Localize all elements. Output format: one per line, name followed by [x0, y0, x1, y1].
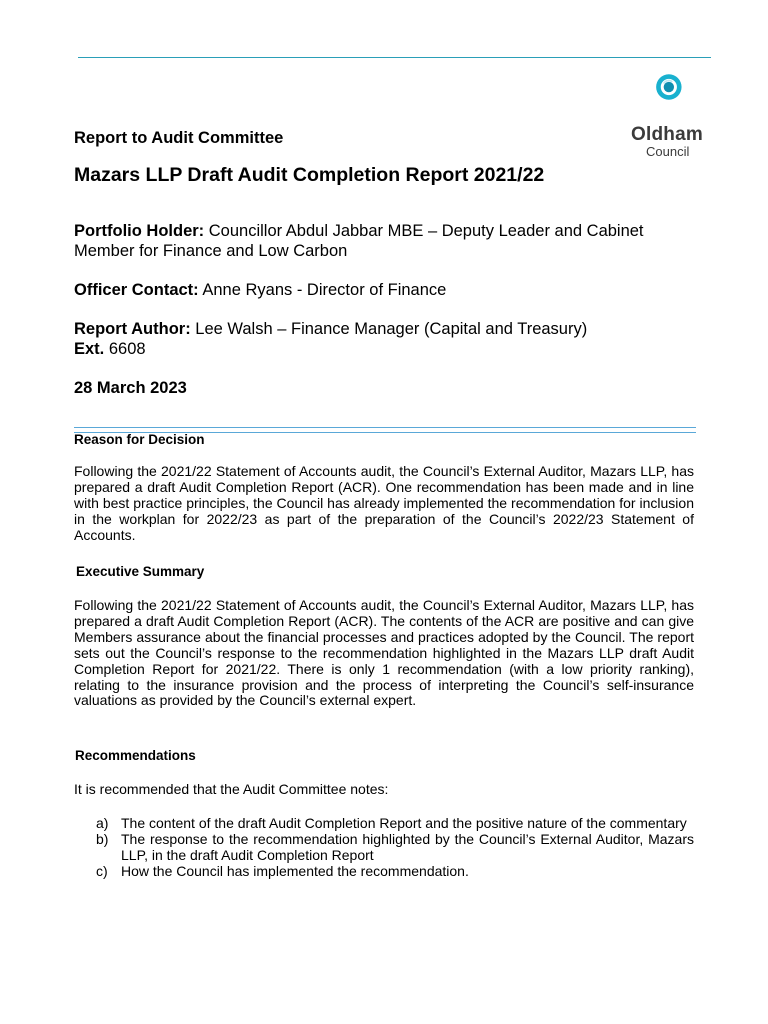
reason-text: Following the 2021/22 Statement of Accounts audit, the Council’s External Auditor, Mazars LLP, has prepared a draft Audit Completion Report (ACR). One recommendation has been made and in line with best practice principles, the Council has already implemented the recommendation for inclusion in the workplan for 2022/23 as part of the preparation of the Council’s 2022/23 Statement of Accounts. — [74, 463, 694, 543]
officer-label: Officer Contact: — [74, 281, 199, 299]
list-item-text: How the Council has implemented the recommendation. — [121, 862, 469, 879]
reason-heading: Reason for Decision — [74, 432, 205, 447]
top-rule — [78, 57, 711, 58]
recommendations-heading: Recommendations — [75, 748, 196, 763]
list-marker: a) — [96, 815, 109, 831]
oldham-council-logo-icon — [630, 72, 710, 124]
recommendations-list — [96, 816, 694, 880]
list-marker: b) — [96, 830, 109, 847]
logo-wordmark: Oldham — [631, 124, 703, 145]
report-author — [74, 319, 674, 359]
author-value: Lee Walsh – Finance Manager (Capital and Treasury) — [195, 320, 588, 338]
officer-value: Anne Ryans - Director of Finance — [202, 281, 447, 299]
summary-text: Following the 2021/22 Statement of Accounts audit, the Council’s External Auditor, Mazars LLP, has prepared a draft Audit Completion Report (ACR). The contents of the ACR are positive and can give Members assurance about the financial processes and practices adopted by the Council. The report sets out the Council’s response to the recommendation highlighted in the Mazars LLP draft Audit Completion Report for 2021/22. There is only 1 recommendation (with a low priority ranking), relating to the insurance provision and the process of interpreting the Council’s self-insurance valuations as provided by the Council’s external expert. — [74, 597, 694, 709]
recommendations-intro: It is recommended that the Audit Committee notes: — [74, 781, 389, 797]
ext-label: Ext. — [74, 340, 105, 358]
author-label: Report Author: — [74, 320, 191, 338]
list-marker: c) — [96, 862, 108, 879]
portfolio-label: Portfolio Holder: — [74, 222, 205, 240]
page-title: Mazars LLP Draft Audit Completion Report 2021/22 — [74, 164, 545, 186]
list-item-text: The content of the draft Audit Completion Report and the positive nature of the commentary — [121, 815, 687, 831]
portfolio-holder — [74, 221, 674, 261]
list-item — [96, 832, 694, 864]
summary-heading: Executive Summary — [76, 564, 205, 579]
report-date: 28 March 2023 — [74, 379, 187, 397]
officer-contact — [74, 280, 674, 300]
ext-value: 6608 — [108, 340, 146, 358]
list-item-text: The response to the recommendation highlighted by the Council’s External Auditor, Mazars LLP, in the draft Audit Completion Report — [121, 830, 694, 863]
logo-subtext: Council — [646, 144, 690, 159]
list-item — [96, 816, 694, 832]
report-to-heading: Report to Audit Committee — [74, 129, 284, 147]
portfolio-value: Councillor Abdul Jabbar MBE – Deputy Leader and Cabinet Member for Finance and Low Carbon — [74, 222, 644, 260]
list-item — [96, 864, 694, 880]
